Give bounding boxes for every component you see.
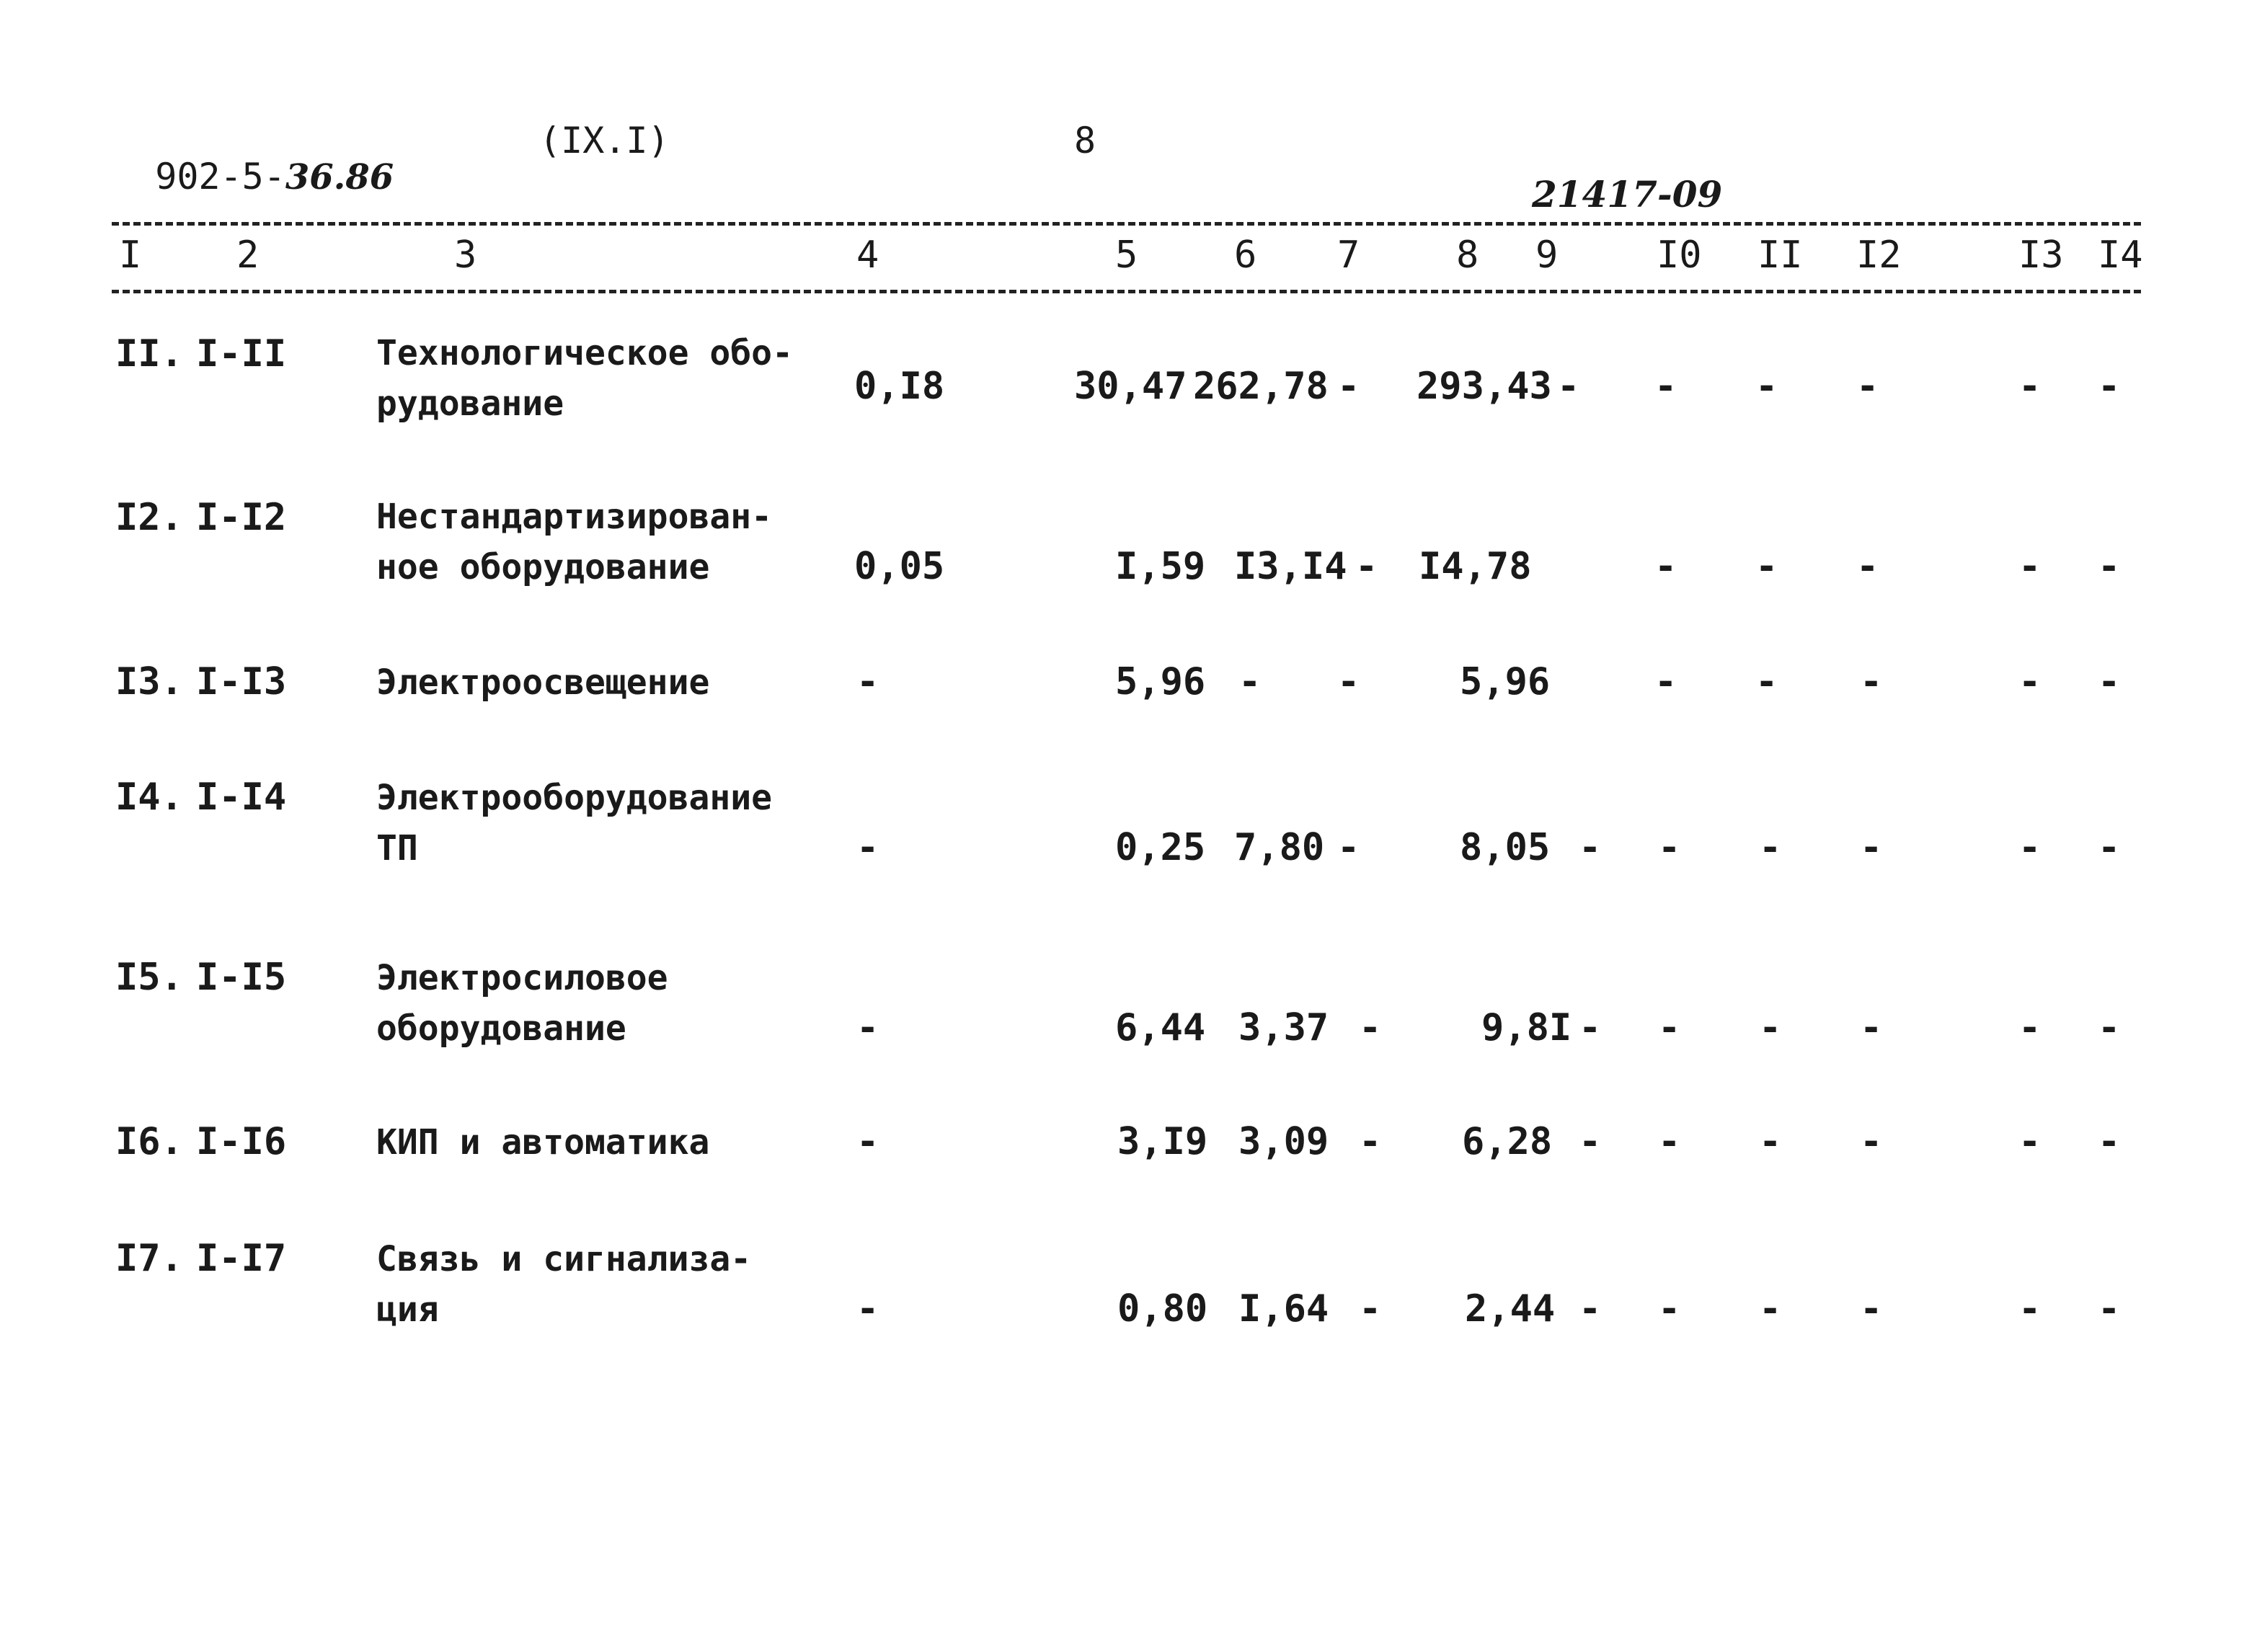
cell-col4: - — [856, 826, 879, 869]
cell-col11: - — [1755, 660, 1778, 703]
cell-col5: 6,44 — [1115, 1006, 1206, 1049]
cell-col14: - — [2098, 365, 2121, 408]
cell-col11: - — [1759, 1120, 1782, 1163]
cell-col8: 5,96 — [1460, 660, 1551, 703]
row-number: I4. — [115, 776, 183, 819]
cell-col13: - — [2018, 1120, 2042, 1163]
column-header-9: 9 — [1535, 234, 1559, 277]
row-name-line1: Технологическое обо- — [376, 333, 793, 373]
cell-col4: - — [856, 1006, 879, 1049]
cell-col13: - — [2018, 545, 2042, 588]
row-code: I-I6 — [196, 1120, 287, 1163]
row-code: I-I2 — [196, 496, 287, 539]
cell-col11: - — [1759, 826, 1782, 869]
document-code — [112, 123, 394, 195]
cell-col13: - — [2018, 1287, 2042, 1331]
cell-col10: - — [1658, 1287, 1681, 1331]
cell-col9: - — [1579, 1120, 1602, 1163]
cell-col6: - — [1238, 660, 1262, 703]
row-number: I6. — [115, 1120, 183, 1163]
row-name — [376, 1117, 709, 1168]
row-name-line1: Нестандартизирован- — [376, 497, 773, 537]
row-name-line1: Электроосвещение — [376, 662, 710, 703]
page-number: 8 — [1074, 120, 1096, 161]
cell-col14: - — [2098, 545, 2121, 588]
cell-col14: - — [2098, 1120, 2121, 1163]
cell-col14: - — [2098, 660, 2121, 703]
row-name — [376, 657, 709, 708]
row-name-line1: КИП и автоматика — [376, 1122, 710, 1163]
cell-col10: - — [1654, 660, 1677, 703]
cell-col9: - — [1579, 1287, 1602, 1331]
row-number: I2. — [115, 496, 183, 539]
cell-col5: 3,I9 — [1117, 1120, 1208, 1163]
cell-col4: - — [856, 1120, 879, 1163]
header-bottom-rule — [112, 290, 2141, 293]
column-header-14: I4 — [2098, 234, 2143, 277]
column-header-11: II — [1757, 234, 1803, 277]
cell-col10: - — [1654, 365, 1677, 408]
column-header-1: I — [119, 234, 142, 277]
cell-col7: - — [1359, 1006, 1382, 1049]
cell-col8: 293,43 — [1417, 365, 1552, 408]
row-name-line2: ция — [376, 1289, 439, 1330]
row-number: I5. — [115, 956, 183, 999]
cell-col12: - — [1860, 1287, 1883, 1331]
column-header-2: 2 — [236, 234, 260, 277]
column-header-12: I2 — [1856, 234, 1902, 277]
cell-col8: 2,44 — [1465, 1287, 1556, 1331]
row-number: I3. — [115, 660, 183, 703]
document-code-handwritten: 36.86 — [285, 157, 394, 197]
cell-col5: 30,47 — [1074, 365, 1187, 408]
cell-col4: - — [856, 660, 879, 703]
row-name — [376, 773, 772, 874]
row-code: I-I3 — [196, 660, 287, 703]
cell-col8: 6,28 — [1462, 1120, 1553, 1163]
cell-col11: - — [1755, 545, 1778, 588]
cell-col11: - — [1759, 1006, 1782, 1049]
cell-col11: - — [1759, 1287, 1782, 1331]
cell-col9: - — [1579, 826, 1602, 869]
cell-col9: - — [1579, 1006, 1602, 1049]
column-header-4: 4 — [856, 234, 879, 277]
cell-col12: - — [1860, 1120, 1883, 1163]
cell-col6: 262,78 — [1193, 365, 1329, 408]
row-name-line1: Электрооборудование — [376, 778, 773, 818]
row-number: II. — [115, 332, 183, 376]
cell-col7: - — [1337, 660, 1360, 703]
column-header-10: I0 — [1657, 234, 1702, 277]
cell-col7: - — [1355, 545, 1378, 588]
row-code: I-I7 — [196, 1237, 287, 1280]
row-code: I-I4 — [196, 776, 287, 819]
cell-col12: - — [1856, 365, 1879, 408]
cell-col6: I,64 — [1238, 1287, 1329, 1331]
cell-col6: I3,I4 — [1234, 545, 1347, 588]
cell-col10: - — [1658, 1006, 1681, 1049]
cell-col10: - — [1654, 545, 1677, 588]
cell-col11: - — [1755, 365, 1778, 408]
handwritten-stamp-number: 21417-09 — [1532, 173, 1723, 216]
cell-col10: - — [1658, 1120, 1681, 1163]
cell-col5: 0,25 — [1115, 826, 1206, 869]
cell-col13: - — [2018, 1006, 2042, 1049]
cell-col4: 0,I8 — [854, 365, 945, 408]
cell-col12: - — [1860, 660, 1883, 703]
cell-col14: - — [2098, 1287, 2121, 1331]
column-header-6: 6 — [1234, 234, 1257, 277]
document-code-prefix: 902-5- — [155, 156, 285, 197]
cell-col14: - — [2098, 1006, 2121, 1049]
cell-col5: 0,80 — [1117, 1287, 1208, 1331]
column-header-8: 8 — [1456, 234, 1479, 277]
cell-col4: 0,05 — [854, 545, 945, 588]
cell-col13: - — [2018, 365, 2042, 408]
row-name-line2: ТП — [376, 828, 418, 869]
cell-col10: - — [1658, 826, 1681, 869]
row-name-line1: Электросиловое — [376, 958, 668, 998]
cell-col14: - — [2098, 826, 2121, 869]
cell-col7: - — [1337, 365, 1360, 408]
section-label: (IX.I) — [539, 120, 670, 161]
cell-col5: I,59 — [1115, 545, 1206, 588]
row-number: I7. — [115, 1237, 183, 1280]
column-header-5: 5 — [1115, 234, 1138, 277]
header-top-rule — [112, 222, 2141, 226]
cell-col6: 7,80 — [1234, 826, 1325, 869]
row-name — [376, 1234, 751, 1335]
cell-col7: - — [1359, 1120, 1382, 1163]
cell-col5: 5,96 — [1115, 660, 1206, 703]
column-header-7: 7 — [1337, 234, 1360, 277]
cell-col6: 3,09 — [1238, 1120, 1329, 1163]
cell-col7: - — [1337, 826, 1360, 869]
column-header-3: 3 — [454, 234, 477, 277]
row-name-line1: Связь и сигнализа- — [376, 1239, 752, 1279]
cell-col8: 9,8I — [1481, 1006, 1572, 1049]
row-name — [376, 492, 772, 592]
cell-col8: I4,78 — [1419, 545, 1532, 588]
cell-col12: - — [1860, 1006, 1883, 1049]
cell-col12: - — [1856, 545, 1879, 588]
cell-col13: - — [2018, 826, 2042, 869]
cell-col13: - — [2018, 660, 2042, 703]
cell-col9: - — [1557, 365, 1580, 408]
row-name — [376, 953, 668, 1054]
cell-col6: 3,37 — [1238, 1006, 1329, 1049]
row-name-line2: оборудование — [376, 1008, 626, 1049]
row-code: I-II — [196, 332, 287, 376]
row-name-line2: рудование — [376, 383, 564, 424]
row-name-line2: ное оборудование — [376, 547, 710, 587]
cell-col4: - — [856, 1287, 879, 1331]
cell-col7: - — [1359, 1287, 1382, 1331]
row-code: I-I5 — [196, 956, 287, 999]
column-header-13: I3 — [2018, 234, 2064, 277]
cell-col8: 8,05 — [1460, 826, 1551, 869]
cell-col12: - — [1860, 826, 1883, 869]
row-name — [376, 328, 793, 429]
